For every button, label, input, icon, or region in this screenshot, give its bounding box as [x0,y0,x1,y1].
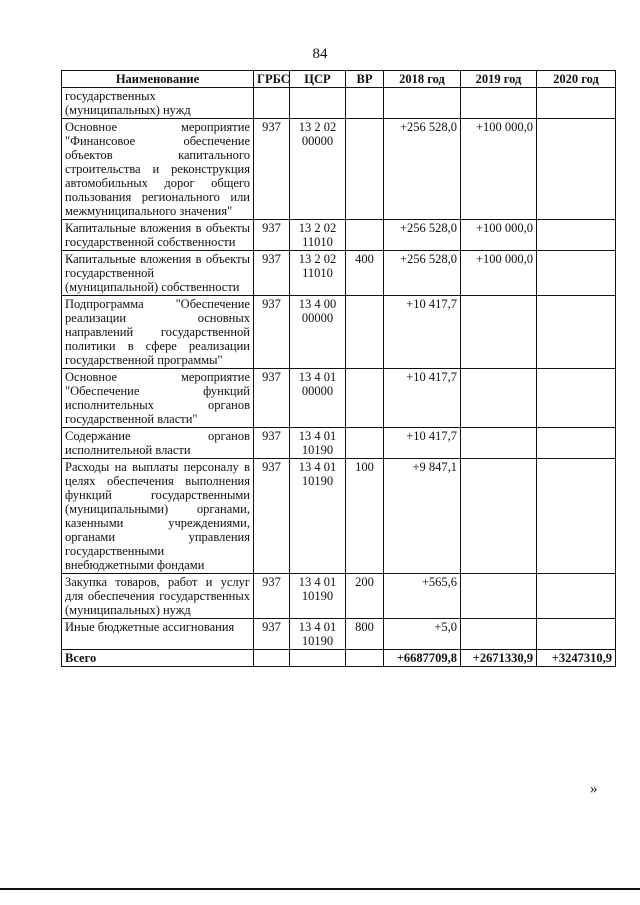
cell-csr: 13 4 01 10190 [290,574,346,619]
cell-vr [346,369,384,428]
cell-2019: +100 000,0 [461,220,537,251]
cell-2018: +256 528,0 [384,251,461,296]
cell-2018: +10 417,7 [384,369,461,428]
total-2019: +2671330,9 [461,650,537,667]
cell-2019 [461,459,537,574]
cell-2019 [461,428,537,459]
cell-vr: 400 [346,251,384,296]
cell-2020 [537,251,616,296]
table-header-row [62,71,616,88]
cell-2020 [537,119,616,220]
header-csr: ЦСР [290,71,346,88]
cell-2019 [461,88,537,119]
table-row [62,251,616,296]
cell-name: государственных (муниципальных) нужд [62,88,254,119]
cell-2019 [461,296,537,369]
table-row [62,88,616,119]
cell-grbs: 937 [254,369,290,428]
cell-grbs: 937 [254,119,290,220]
cell-2020 [537,574,616,619]
cell-2019: +100 000,0 [461,251,537,296]
page-number: 84 [312,46,328,62]
cell-name: Капитальные вложения в объекты государственной (муниципальной) собственности [62,251,254,296]
header-2019: 2019 год [461,71,537,88]
cell-2020 [537,459,616,574]
budget-table [61,70,616,667]
cell-grbs: 937 [254,574,290,619]
cell-2019 [461,369,537,428]
cell-vr: 800 [346,619,384,650]
cell-grbs: 937 [254,459,290,574]
table-row [62,220,616,251]
cell-name: Содержание органов исполнительной власти [62,428,254,459]
cell-name: Основное мероприятие "Обеспечение функций исполнительных органов государственной власти" [62,369,254,428]
table-body [62,88,616,650]
cell-csr: 13 4 01 10190 [290,428,346,459]
cell-2020 [537,88,616,119]
cell-2018: +565,6 [384,574,461,619]
cell-vr [346,428,384,459]
cell-name: Иные бюджетные ассигнования [62,619,254,650]
total-2018: +6687709,8 [384,650,461,667]
table-row [62,459,616,574]
total-2020: +3247310,9 [537,650,616,667]
cell-vr: 100 [346,459,384,574]
table-row [62,296,616,369]
cell-csr [290,88,346,119]
cell-2019 [461,619,537,650]
cell-csr: 13 2 02 11010 [290,220,346,251]
table-row [62,574,616,619]
cell-2018 [384,88,461,119]
header-2020: 2020 год [537,71,616,88]
cell-2018: +10 417,7 [384,296,461,369]
page-bottom-rule [0,888,640,890]
cell-grbs: 937 [254,251,290,296]
cell-grbs [254,88,290,119]
closing-quote: » [590,781,598,797]
table-row [62,369,616,428]
table-row [62,428,616,459]
cell-2020 [537,428,616,459]
cell-2018: +5,0 [384,619,461,650]
cell-2020 [537,619,616,650]
cell-csr: 13 4 01 00000 [290,369,346,428]
cell-2018: +256 528,0 [384,119,461,220]
table-row [62,619,616,650]
cell-2020 [537,296,616,369]
cell-name: Подпрограмма "Обеспечение реализации основных направлений государственной политики в сфере реализации государственной программы" [62,296,254,369]
table-row [62,119,616,220]
cell-vr: 200 [346,574,384,619]
header-2018: 2018 год [384,71,461,88]
cell-grbs: 937 [254,619,290,650]
cell-2018: +256 528,0 [384,220,461,251]
cell-csr: 13 4 01 10190 [290,459,346,574]
header-grbs: ГРБС [254,71,290,88]
cell-2018: +9 847,1 [384,459,461,574]
cell-2019: +100 000,0 [461,119,537,220]
cell-2019 [461,574,537,619]
cell-grbs: 937 [254,296,290,369]
cell-vr [346,119,384,220]
cell-name: Основное мероприятие "Финансовое обеспечение объектов капитального строительства и реконструкция автомобильных дорог общего пользования регионального или межмуниципального значения" [62,119,254,220]
total-row [62,650,616,667]
cell-grbs: 937 [254,428,290,459]
cell-csr: 13 4 00 00000 [290,296,346,369]
header-vr: ВР [346,71,384,88]
cell-name: Капитальные вложения в объекты государственной собственности [62,220,254,251]
cell-name: Закупка товаров, работ и услуг для обеспечения государственных (муниципальных) нужд [62,574,254,619]
total-label: Всего [62,650,254,667]
total-grbs-cell [254,650,290,667]
cell-vr [346,220,384,251]
cell-2020 [537,220,616,251]
cell-2018: +10 417,7 [384,428,461,459]
header-name: Наименование [62,71,254,88]
cell-vr [346,296,384,369]
cell-csr: 13 2 02 00000 [290,119,346,220]
total-csr-cell [290,650,346,667]
total-vr-cell [346,650,384,667]
cell-csr: 13 2 02 11010 [290,251,346,296]
cell-csr: 13 4 01 10190 [290,619,346,650]
cell-grbs: 937 [254,220,290,251]
cell-vr [346,88,384,119]
cell-name: Расходы на выплаты персоналу в целях обеспечения выполнения функций государственными (муниципальными) органами, казенными учреждениями, органами управления государственными внебюджетными фондами [62,459,254,574]
cell-2020 [537,369,616,428]
